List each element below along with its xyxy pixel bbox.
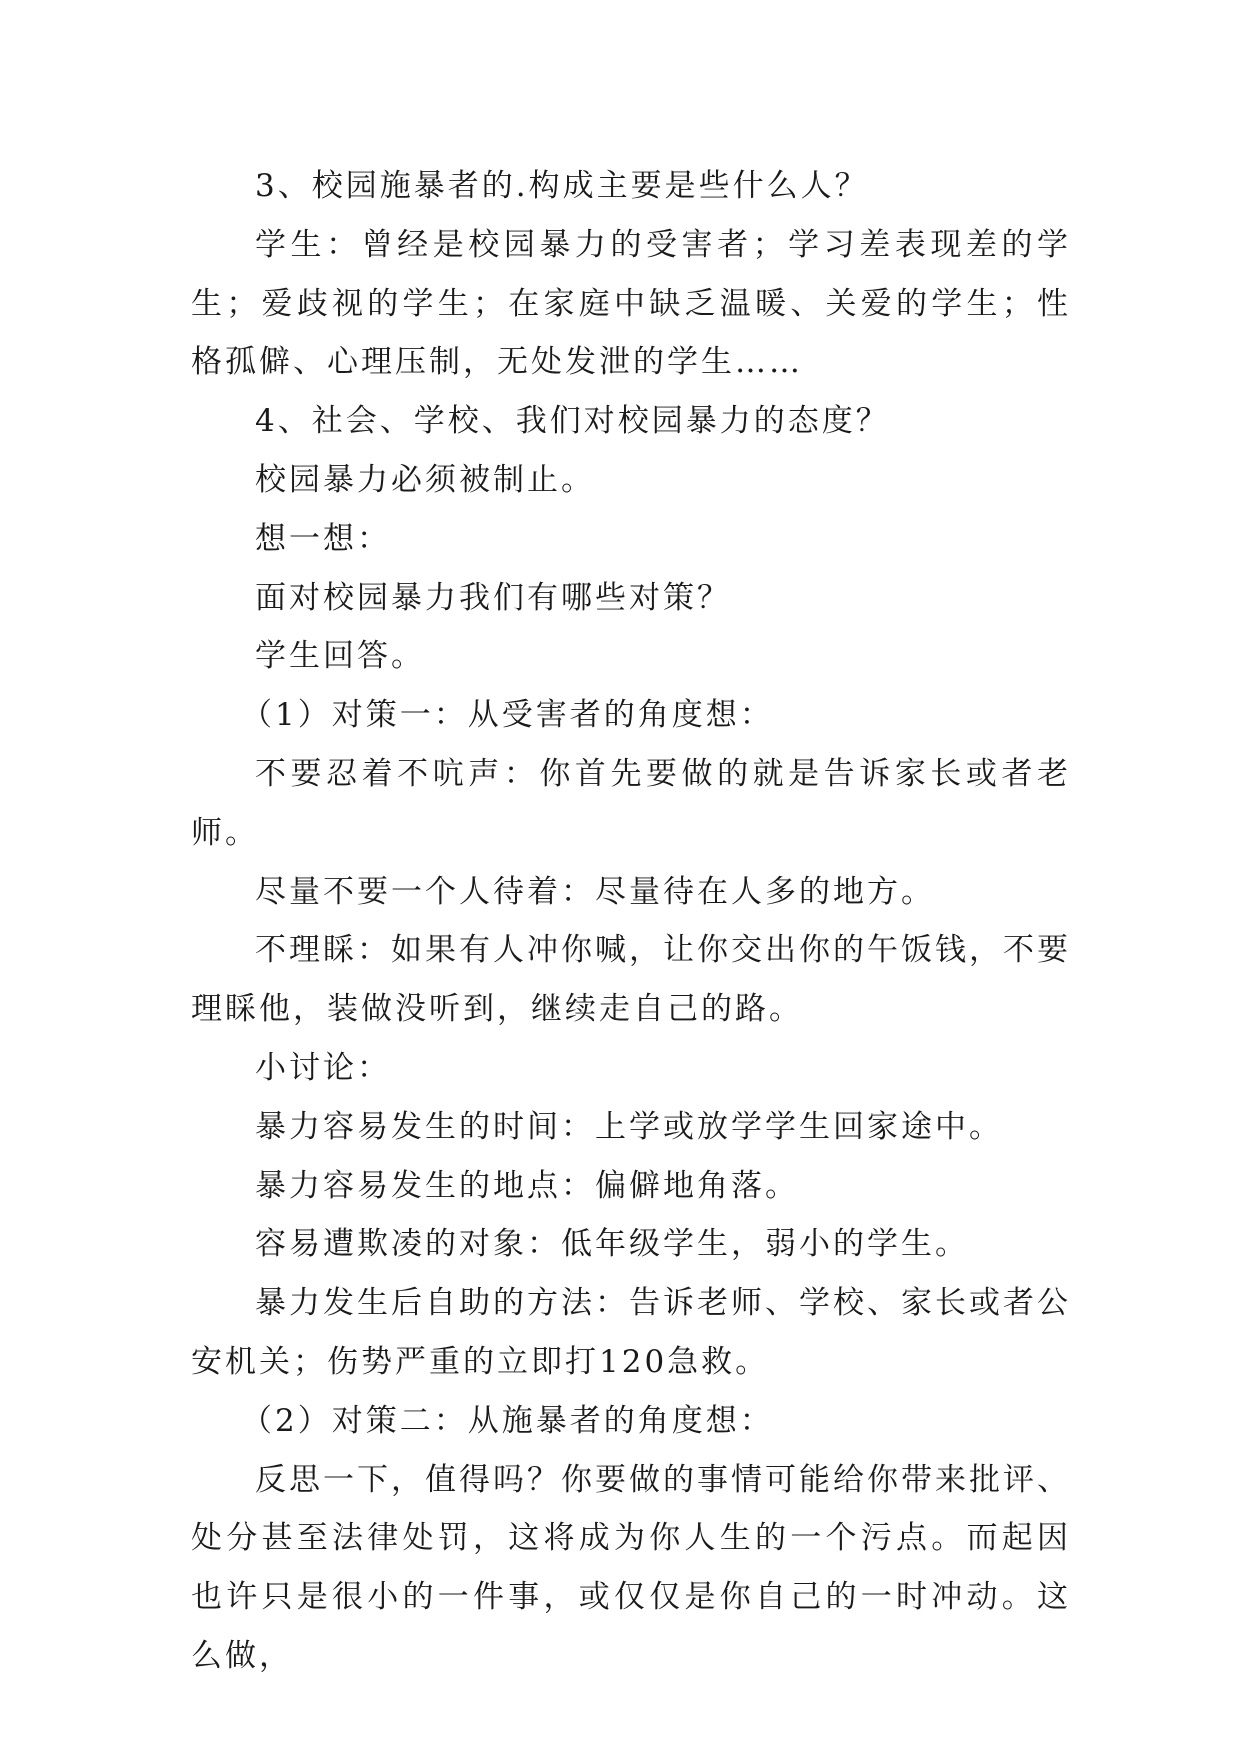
paragraph-strategy-1-item-2: 尽量不要一个人待着：尽量待在人多的地方。: [255, 873, 935, 910]
paragraph-question-4: 4、社会、学校、我们对校园暴力的态度？: [255, 403, 890, 440]
paragraph-strategy-2-heading: （2）对策二：从施暴者的角度想：: [241, 1402, 774, 1439]
paragraph-answer-4: 校园暴力必须被制止。: [255, 461, 595, 498]
paragraph-discussion-heading: 小讨论：: [255, 1049, 391, 1086]
paragraph-discussion-place: 暴力容易发生的地点：偏僻地角落。: [255, 1167, 799, 1204]
paragraph-strategy-1-heading: （1）对策一：从受害者的角度想：: [241, 697, 774, 734]
paragraph-student-answer: 学生回答。: [255, 638, 425, 675]
paragraph-question-3: 3、校园施暴者的.构成主要是些什么人？: [255, 168, 869, 204]
paragraph-discussion-time: 暴力容易发生的时间：上学或放学学生回家途中。: [255, 1108, 1003, 1145]
paragraph-think-question: 面对校园暴力我们有哪些对策？: [255, 579, 731, 616]
paragraph-answer-3: 学生：曾经是校园暴力的受害者；学习差表现差的学生；爱歧视的学生；在家庭中缺乏温暖、关爱的学生；性格孤僻、心理压制，无处发泄的学生……: [191, 226, 1071, 381]
paragraph-discussion-self-help: 暴力发生后自助的方法：告诉老师、学校、家长或者公安机关；伤势严重的立即打120急救。: [191, 1285, 1071, 1380]
paragraph-strategy-1-item-1: 不要忍着不吭声：你首先要做的就是告诉家长或者老师。: [191, 755, 1071, 851]
paragraph-strategy-1-item-3: 不理睬：如果有人冲你喊，让你交出你的午饭钱，不要理睬他，装做没听到，继续走自己的路。: [191, 932, 1071, 1028]
paragraph-think: 想一想：: [255, 520, 391, 557]
paragraph-discussion-target: 容易遭欺凌的对象：低年级学生，弱小的学生。: [255, 1226, 969, 1263]
document-body: [191, 157, 1071, 1686]
paragraph-strategy-2-item-1: 反思一下，值得吗？你要做的事情可能给你带来批评、处分甚至法律处罚，这将成为你人生的一个污点。而起因也许只是很小的一件事，或仅仅是你自己的一时冲动。这么做，: [191, 1461, 1071, 1674]
